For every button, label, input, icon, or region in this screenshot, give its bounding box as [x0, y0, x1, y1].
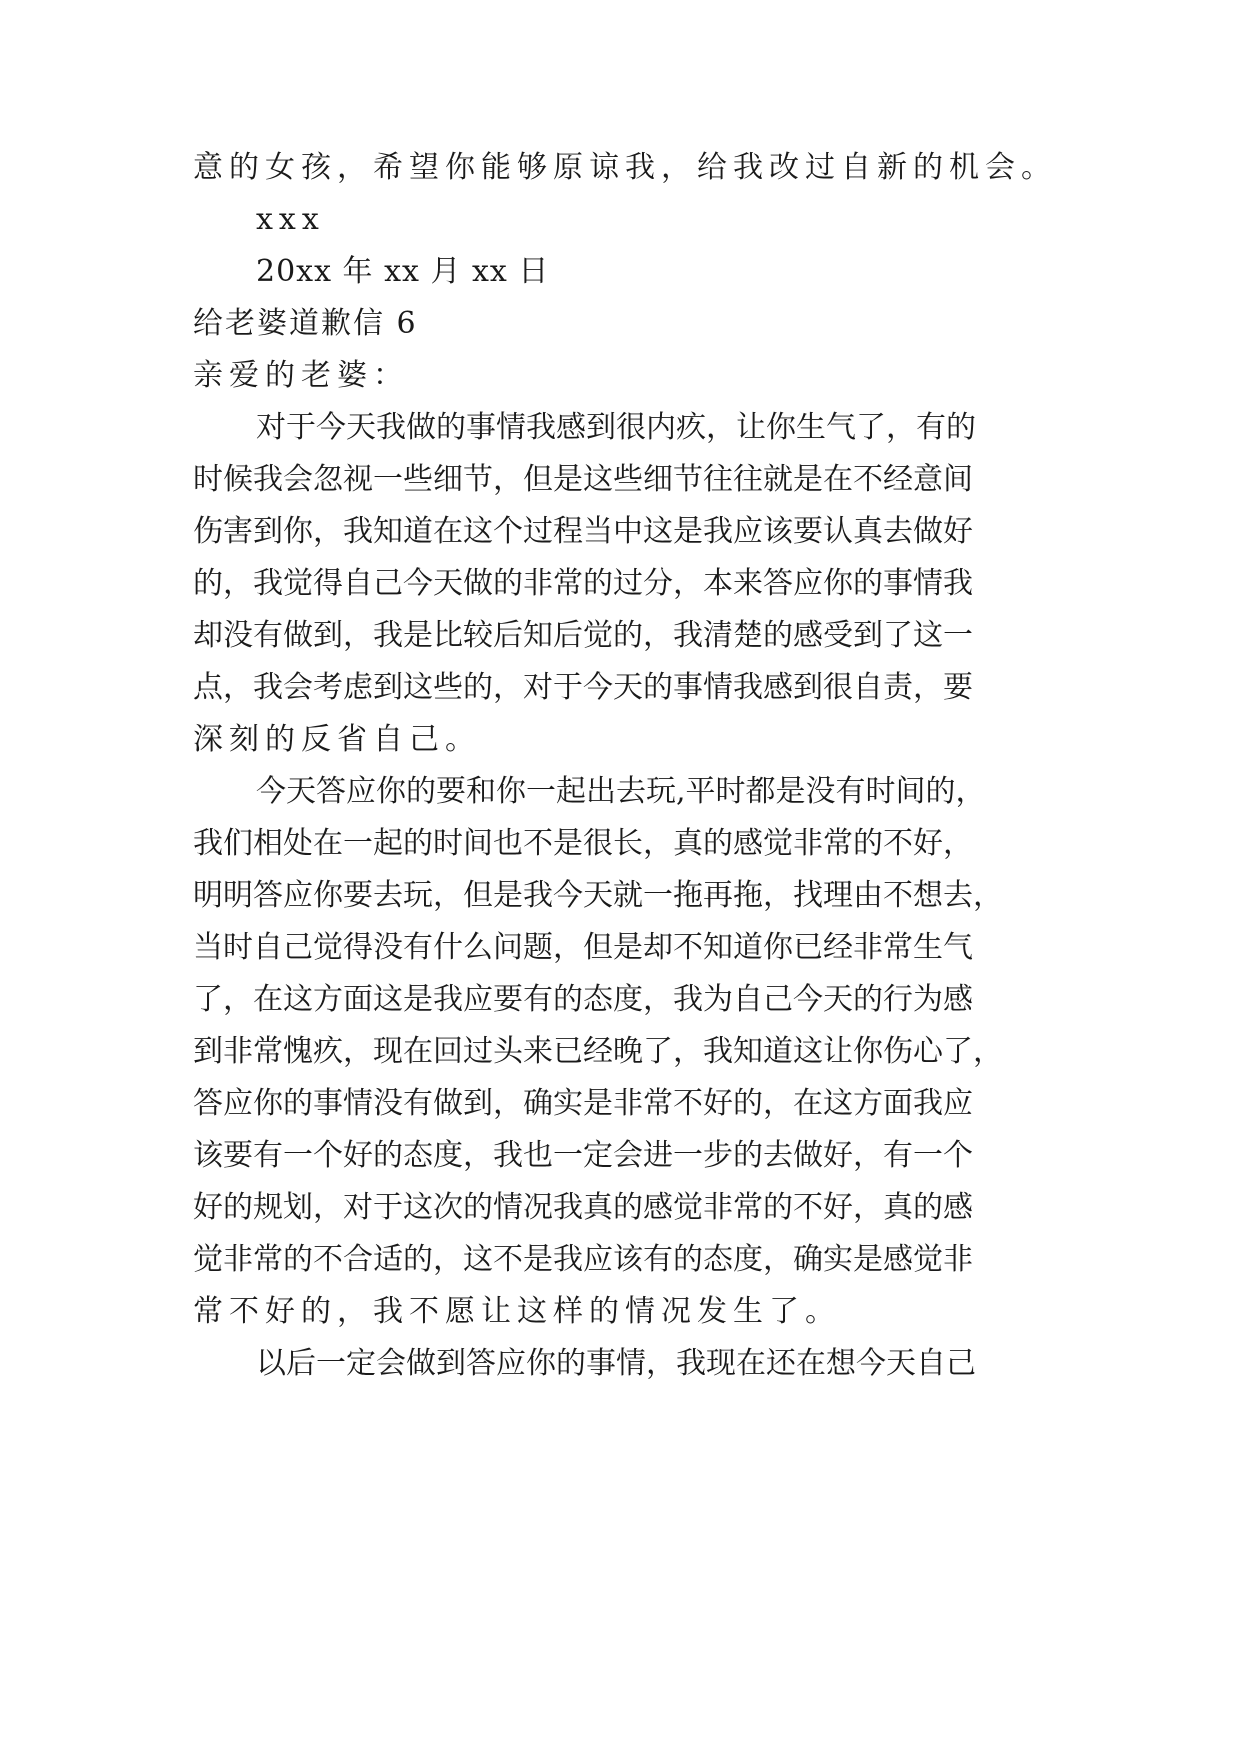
paragraph-line: 深刻的反省自己。 — [193, 722, 481, 757]
signature-line: xxx — [256, 202, 325, 237]
salutation: 亲爱的老婆： — [193, 358, 409, 393]
paragraph-line: 明 明 答 应 你 要 去 玩 ， 但 是 我 今 天 就 一 拖 再 拖 ， 找 理 由 不 想 去 ， — [193, 878, 1003, 913]
section-title: 给老婆道歉信 6 — [193, 306, 418, 341]
paragraph-line: 了 ， 在 这 方 面 这 是 我 应 要 有 的 态 度 ， 我 为 自 己 今 天 的 行 为 感 — [193, 982, 973, 1017]
paragraph-line: 对 于 今 天 我 做 的 事 情 我 感 到 很 内 疚 ， 让 你 生 气 了 ， 有 的 — [256, 410, 976, 445]
paragraph-line: 伤 害 到 你 ， 我 知 道 在 这 个 过 程 当 中 这 是 我 应 该 要 认 真 去 做 好 — [193, 514, 973, 549]
paragraph-line: 时 候 我 会 忽 视 一 些 细 节 ， 但 是 这 些 细 节 往 往 就 是 在 不 经 意 间 — [193, 462, 973, 497]
paragraph-line: 点 ， 我 会 考 虑 到 这 些 的 ， 对 于 今 天 的 事 情 我 感 到 很 自 责 ， 要 — [193, 670, 973, 705]
paragraph-line: 的 ， 我 觉 得 自 己 今 天 做 的 非 常 的 过 分 ， 本 来 答 应 你 的 事 情 我 — [193, 566, 973, 601]
paragraph-line: 当 时 自 己 觉 得 没 有 什 么 问 题 ， 但 是 却 不 知 道 你 已 经 非 常 生 气 — [193, 930, 973, 965]
paragraph-line: 以 后 一 定 会 做 到 答 应 你 的 事 情 ， 我 现 在 还 在 想 今 天 自 己 — [256, 1346, 976, 1381]
paragraph-line: 却 没 有 做 到 ， 我 是 比 较 后 知 后 觉 的 ， 我 清 楚 的 感 受 到 了 这 一 — [193, 618, 973, 653]
paragraph-line: 常不好的，我不愿让这样的情况发生了。 — [193, 1294, 841, 1329]
text-line: 意的女孩，希望你能够原谅我，给我改过自新的机会。 — [193, 150, 1057, 185]
paragraph-line: 我 们 相 处 在 一 起 的 时 间 也 不 是 很 长 ， 真 的 感 觉 非 常 的 不 好 ， — [193, 826, 973, 861]
paragraph-line: 好 的 规 划 ， 对 于 这 次 的 情 况 我 真 的 感 觉 非 常 的 不 好 ， 真 的 感 — [193, 1190, 973, 1225]
paragraph-line: 该 要 有 一 个 好 的 态 度 ， 我 也 一 定 会 进 一 步 的 去 做 好 ， 有 一 个 — [193, 1138, 973, 1173]
date-line: 20xx 年 xx 月 xx 日 — [256, 254, 550, 289]
paragraph-line: 答 应 你 的 事 情 没 有 做 到 ， 确 实 是 非 常 不 好 的 ， 在 这 方 面 我 应 — [193, 1086, 973, 1121]
paragraph-line: 到 非 常 愧 疚 ， 现 在 回 过 头 来 已 经 晚 了 ， 我 知 道 这 让 你 伤 心 了 ， — [193, 1034, 1003, 1069]
paragraph-line: 觉 非 常 的 不 合 适 的 ， 这 不 是 我 应 该 有 的 态 度 ， 确 实 是 感 觉 非 — [193, 1242, 973, 1277]
paragraph-line: 今 天 答 应 你 的 要 和 你 一 起 出 去 玩 , 平 时 都 是 没 有 时 间 的 ， — [256, 774, 986, 809]
